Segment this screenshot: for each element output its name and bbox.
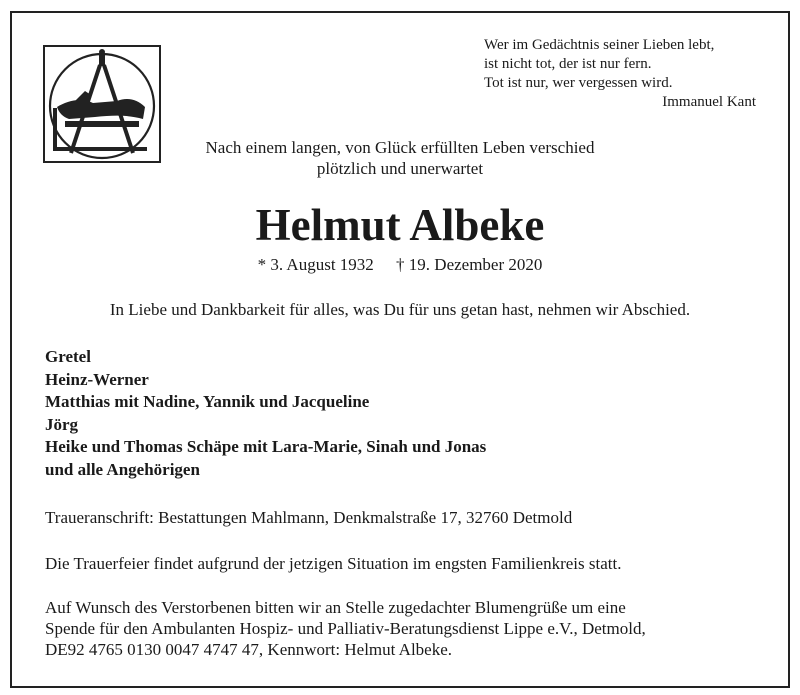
intro-text <box>160 137 640 179</box>
deceased-name: Helmut Albeke <box>255 200 545 250</box>
life-dates <box>0 255 800 275</box>
intro-line: Nach einem langen, von Glück erfüllten Leben verschied <box>205 138 595 157</box>
compass-square-plane-emblem-icon <box>43 45 161 163</box>
mourner-entry: Heike und Thomas Schäpe mit Lara-Marie, Sinah und Jonas <box>45 437 487 456</box>
mourner-entry: Heinz-Werner <box>45 369 149 389</box>
intro-line: plötzlich und unerwartet <box>316 159 484 178</box>
mourner-entry: Gretel <box>45 347 91 366</box>
donation-line: DE92 4765 0130 0047 4747 47, Kennwort: Helmut Albeke. <box>45 640 453 659</box>
birth-date: * 3. August 1932 <box>257 255 374 274</box>
mourning-address: Traueranschrift: Bestattungen Mahlmann, Denkmalstraße 17, 32760 Detmold <box>45 508 573 527</box>
quote-line: Tot ist nur, wer vergessen wird. <box>484 75 673 91</box>
donation-line: Spende für den Ambulanten Hospiz- und Palliativ-Beratungsdienst Lippe e.V., Detmold, <box>45 619 646 638</box>
service-note: Die Trauerfeier findet aufgrund der jetzigen Situation im engsten Familienkreis statt. <box>45 554 622 573</box>
mourners-list <box>45 346 765 481</box>
quote-line: ist nicht tot, der ist nur fern. <box>484 56 652 72</box>
mourner-entry: Jörg <box>45 414 79 434</box>
quote-author: Immanuel Kant <box>662 94 756 110</box>
donation-request <box>45 597 765 660</box>
death-date: † 19. Dezember 2020 <box>396 255 543 274</box>
mourner-entry: und alle Angehörigen <box>45 459 200 479</box>
farewell-text: In Liebe und Dankbarkeit für alles, was Du für uns getan hast, nehmen wir Abschied. <box>109 300 691 319</box>
donation-line: Auf Wunsch des Verstorbenen bitten wir an Stelle zugedachter Blumengrüße um eine <box>45 598 626 617</box>
quote-line: Wer im Gedächtnis seiner Lieben lebt, <box>484 37 715 53</box>
mourner-entry: Matthias mit Nadine, Yannik und Jacqueline <box>45 392 370 411</box>
memorial-quote <box>484 36 756 112</box>
